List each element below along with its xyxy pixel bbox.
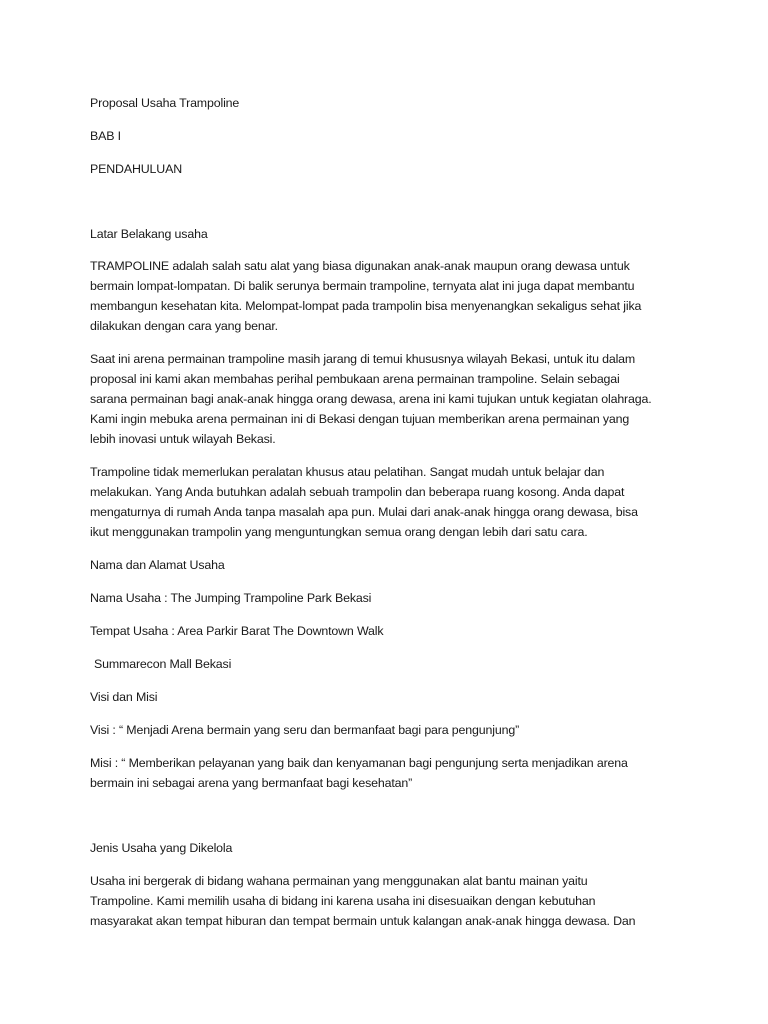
- business-place: Tempat Usaha : Area Parkir Barat The Downtown Walk: [90, 624, 384, 638]
- chapter-number: BAB I: [90, 129, 121, 143]
- paragraph-4-line: Usaha ini bergerak di bidang wahana permainan yang menggunakan alat bantu mainan yaitu: [90, 874, 588, 888]
- chapter-title: PENDAHULUAN: [90, 162, 182, 176]
- document-title: Proposal Usaha Trampoline: [90, 96, 240, 110]
- business-place-continued: Summarecon Mall Bekasi: [94, 657, 232, 671]
- background-heading: Latar Belakang usaha: [90, 227, 208, 241]
- mission-statement-line: bermain ini sebagai arena yang bermanfaat bagi kesehatan”: [90, 776, 413, 790]
- paragraph-3-line: melakukan. Yang Anda butuhkan adalah sebuah trampolin dan beberapa ruang kosong. Anda dapat: [90, 485, 625, 499]
- paragraph-2-line: sarana permainan bagi anak-anak hingga orang dewasa, arena ini kami tujukan untuk kegiatan olahraga.: [90, 392, 652, 406]
- business-name: Nama Usaha : The Jumping Trampoline Park Bekasi: [90, 591, 372, 605]
- paragraph-1-line: bermain lompat-lompatan. Di balik serunya bermain trampoline, ternyata alat ini juga dapat membantu: [90, 279, 635, 293]
- paragraph-1-line: membangun kesehatan kita. Melompat-lompat pada trampolin bisa menyenangkan sekaligus sehat jika: [90, 299, 642, 313]
- paragraph-4-line: masyarakat akan tempat hiburan dan tempat bermain untuk kalangan anak-anak hingga dewasa. Dan: [90, 914, 636, 928]
- paragraph-1-line: dilakukan dengan cara yang benar.: [90, 319, 278, 333]
- paragraph-2-line: proposal ini kami akan membahas perihal pembukaan arena permainan trampoline. Selain sebagai: [90, 372, 620, 386]
- paragraph-3-line: ikut menggunakan trampolin yang menguntungkan semua orang dengan lebih dari satu cara.: [90, 525, 588, 539]
- vision-mission-heading: Visi dan Misi: [90, 690, 158, 704]
- paragraph-4-line: Trampoline. Kami memilih usaha di bidang ini karena usaha ini disesuaikan dengan kebutuhan: [90, 894, 596, 908]
- paragraph-3-line: Trampoline tidak memerlukan peralatan khusus atau pelatihan. Sangat mudah untuk belajar dan: [90, 465, 605, 479]
- business-type-heading: Jenis Usaha yang Dikelola: [90, 841, 233, 855]
- paragraph-2-line: lebih inovasi untuk wilayah Bekasi.: [90, 432, 276, 446]
- paragraph-1-line: TRAMPOLINE adalah salah satu alat yang biasa digunakan anak-anak maupun orang dewasa untuk: [90, 259, 630, 273]
- paragraph-3-line: mengaturnya di rumah Anda tanpa masalah apa pun. Mulai dari anak-anak hingga orang dewasa, bisa: [90, 505, 638, 519]
- mission-statement-line: Misi : “ Memberikan pelayanan yang baik dan kenyamanan bagi pengunjung serta menjadikan arena: [90, 756, 628, 770]
- paragraph-2-line: Saat ini arena permainan trampoline masih jarang di temui khususnya wilayah Bekasi, untuk itu dalam: [90, 352, 636, 366]
- vision-statement: Visi : “ Menjadi Arena bermain yang seru dan bermanfaat bagi para pengunjung”: [90, 723, 520, 737]
- paragraph-2-line: Kami ingin mebuka arena permainan ini di Bekasi dengan tujuan memberikan arena permainan yang: [90, 412, 630, 426]
- name-address-heading: Nama dan Alamat Usaha: [90, 558, 225, 572]
